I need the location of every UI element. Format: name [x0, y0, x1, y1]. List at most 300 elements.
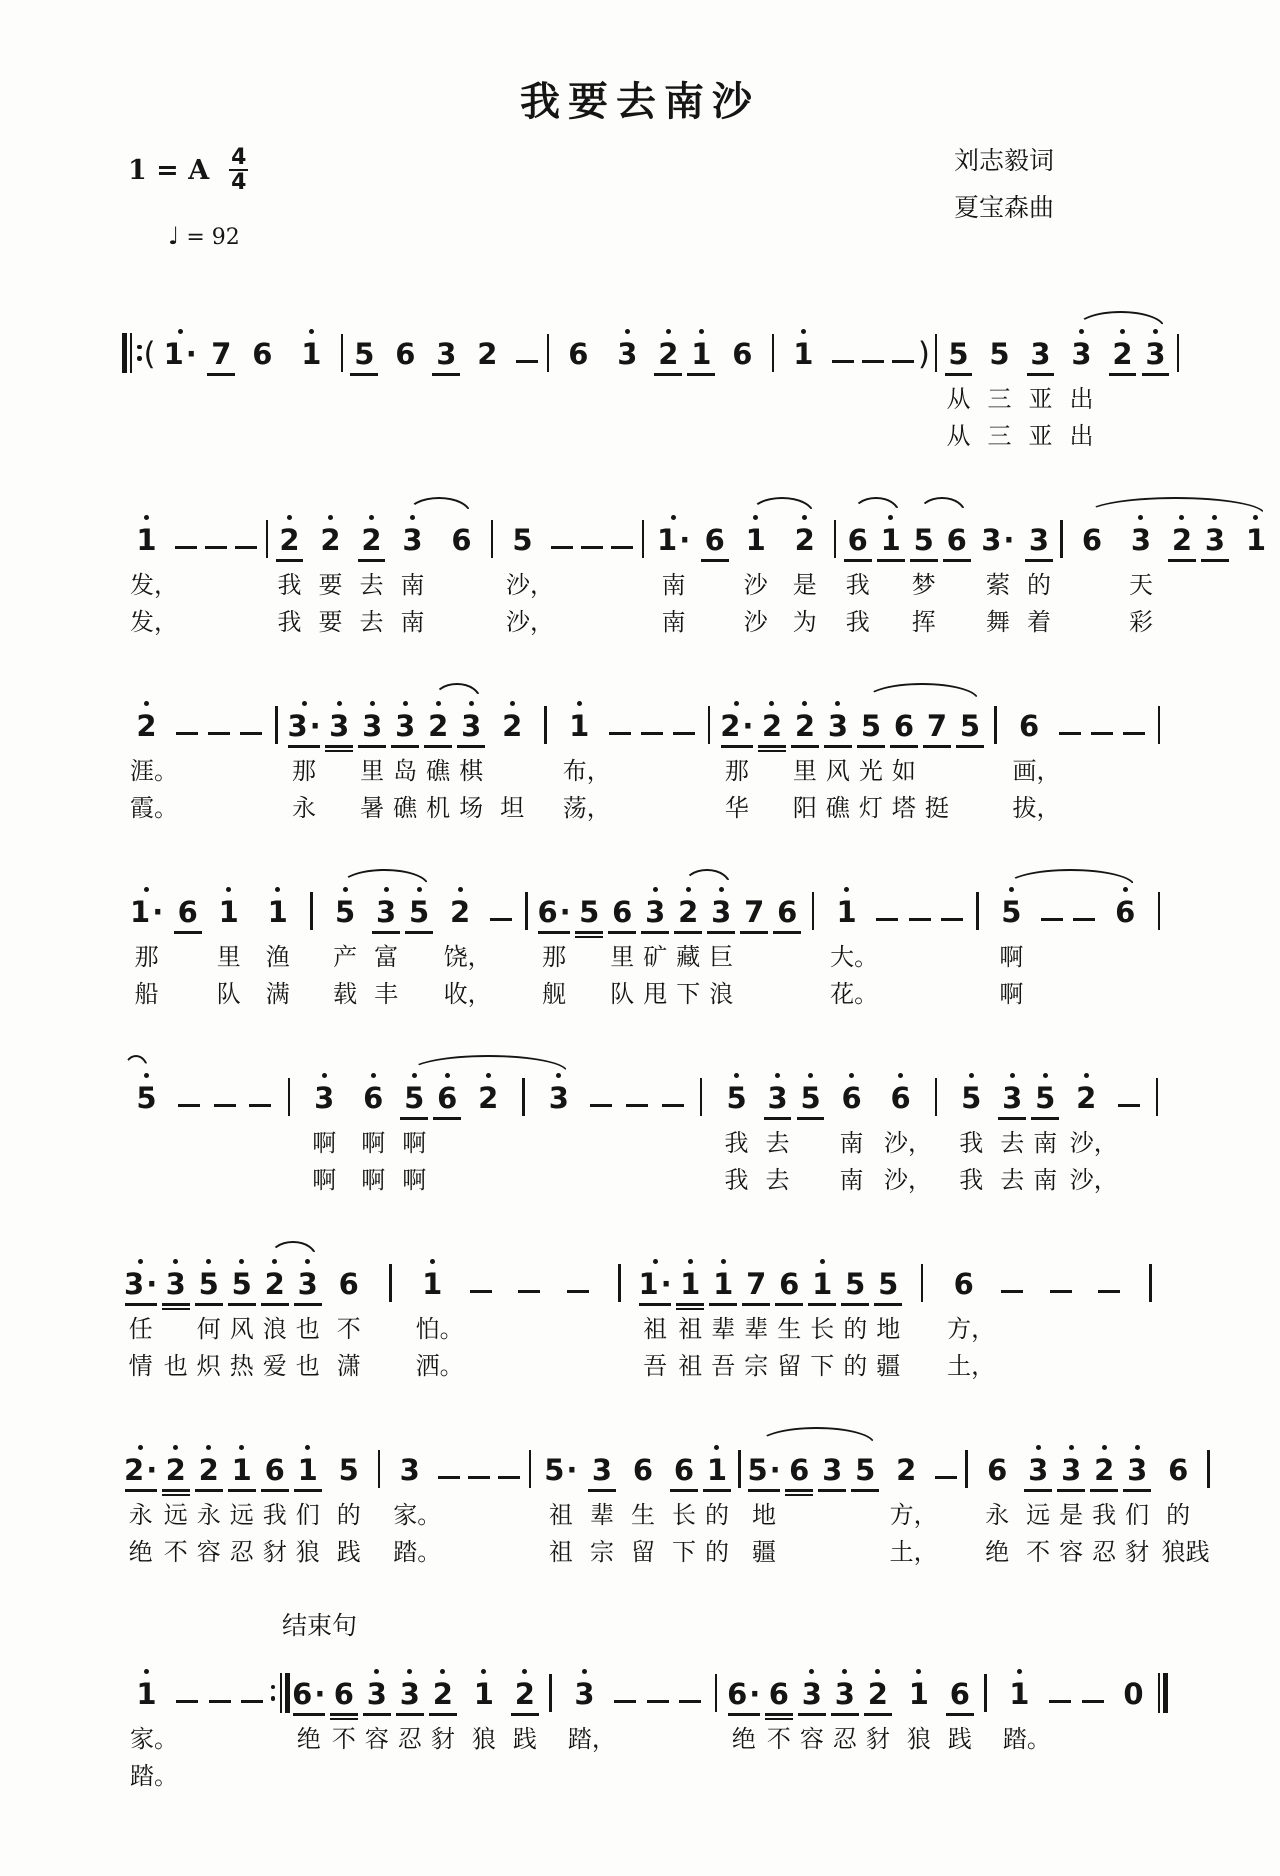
lyric-verse1 [1203, 1498, 1215, 1535]
note: 1 发， 发， [130, 510, 163, 642]
lyric-verse2 [575, 977, 604, 1014]
beam-underline [851, 1489, 879, 1492]
lyric-verse2: 洒。 [415, 1354, 464, 1380]
lyric-verse2 [700, 605, 729, 642]
note: 7 [740, 882, 769, 1014]
lyric-verse2 [130, 1163, 163, 1200]
lyric-verse2 [302, 977, 320, 1014]
lyric-verse1 [207, 382, 236, 419]
lyric-verse2: 啊 [999, 982, 1024, 1008]
note: 3 踏， [568, 1664, 601, 1796]
beam-underline [405, 931, 433, 934]
duration-dash [607, 510, 637, 642]
note: 5 [350, 324, 379, 456]
lyric-verse1: 永 [196, 1503, 221, 1529]
lyric-verse1 [1076, 1722, 1109, 1759]
lyric-verse1 [976, 1722, 995, 1759]
lyric-verse2 [818, 1535, 847, 1572]
octave-dot [458, 887, 463, 892]
octave-dot [275, 887, 280, 892]
lyric-verse2: 坦 [500, 796, 525, 822]
beam-underline [162, 1303, 190, 1306]
lyric-verse2 [619, 1163, 655, 1200]
duration-dash [577, 510, 607, 642]
beam-underline [588, 1489, 616, 1492]
lyric-verse1 [524, 1498, 536, 1535]
lyric-verse1 [1239, 568, 1272, 605]
lyric-verse2 [122, 419, 144, 456]
lyric-verse1: 踏， [567, 1727, 616, 1753]
lyric-verse1 [1037, 1312, 1085, 1349]
lyric-verse1: 啊 [402, 1131, 427, 1157]
octave-dot [410, 515, 415, 520]
beam-underline [608, 931, 636, 934]
octave-dot [1009, 887, 1014, 892]
repeat-start-barline [122, 324, 144, 456]
octave-dot [305, 1259, 310, 1264]
note: 3 出 出 [1065, 324, 1098, 456]
beam-underline [276, 559, 304, 562]
lyric-verse2: 沙， [506, 610, 554, 636]
beam-underline [721, 745, 753, 748]
lyric-verse2 [787, 419, 820, 456]
octave-dot [1079, 329, 1084, 334]
lyric-verse2 [876, 605, 905, 642]
duration-dash [609, 1664, 642, 1796]
lyric-verse2 [472, 1163, 505, 1200]
duration-dash [204, 1664, 237, 1796]
lyric-verse2: 忍 [229, 1540, 254, 1566]
duration-dash [207, 1068, 243, 1200]
lyric-verse1 [1200, 568, 1229, 605]
beam-underline [457, 745, 485, 748]
lyric-verse1 [457, 1312, 505, 1349]
duration-dash [505, 1254, 553, 1386]
barline [930, 324, 942, 456]
barline [961, 1440, 973, 1572]
lyric-verse1: 岛 [393, 759, 418, 785]
lyric-verse1 [925, 1126, 947, 1163]
lyric-verse2 [1037, 1349, 1085, 1386]
lyric-verse1 [609, 1722, 642, 1759]
beam-underline [707, 931, 735, 934]
note: 6 · 那 舰 [537, 882, 570, 1014]
lyric-verse2: 疆 [752, 1540, 777, 1566]
lyric-verse1: 忍 [397, 1727, 422, 1753]
lyric-verse1 [668, 754, 700, 791]
lyric-verse1 [1068, 940, 1100, 977]
lyric-verse2: 霞。 [130, 796, 178, 822]
lyric-verse1: 出 [1069, 387, 1094, 413]
lyric-verse1 [767, 382, 779, 419]
note: 5 [575, 882, 604, 1014]
beam-underline [429, 1713, 457, 1716]
lyric-verse2 [733, 1535, 745, 1572]
beam-underline [890, 745, 918, 748]
beam-underline [330, 1713, 358, 1716]
beam-underline [325, 745, 353, 748]
tempo-value: = 92 [186, 225, 240, 250]
note: 3 · 萦 舞 [981, 510, 1014, 642]
lyric-verse1 [602, 1312, 636, 1349]
lyric-verse2: 出 [1069, 424, 1094, 450]
note: 2 浪 爱 [260, 1254, 289, 1386]
note: 3 里 暑 [358, 696, 387, 828]
lyric-verse1 [173, 940, 202, 977]
lyric-verse1 [464, 1498, 494, 1535]
music-system [122, 308, 1168, 456]
lyric-verse1 [336, 382, 348, 419]
lyric-verse1: 家。 [393, 1503, 442, 1529]
lyric-verse2: 啊 [361, 1168, 386, 1194]
lyric-verse1 [267, 754, 285, 791]
note: 2 豺 [863, 1664, 892, 1796]
octave-dot [809, 1669, 814, 1674]
duration-dash [231, 510, 261, 642]
barline [513, 1068, 535, 1200]
lyric-verse1 [130, 1126, 163, 1163]
lyric-verse2 [1108, 419, 1137, 456]
lyric-verse1 [433, 1126, 462, 1163]
octave-dot [653, 887, 658, 892]
beam-underline [910, 559, 938, 562]
octave-dot [206, 1259, 211, 1264]
octave-dot [1253, 515, 1258, 520]
lyric-verse2 [607, 605, 637, 642]
lyric-verse1: 们 [295, 1503, 320, 1529]
octave-dot [969, 1073, 974, 1078]
barline [278, 1068, 300, 1200]
note: 5 产 载 [329, 882, 362, 1014]
note: 6 方， 土， [947, 1254, 980, 1386]
beam-underline [195, 1303, 223, 1306]
lyric-verse2 [278, 1163, 300, 1200]
lyric-verse1 [961, 1498, 973, 1535]
note: 6 的 狼践 [1162, 1440, 1195, 1572]
octave-dot [844, 887, 849, 892]
note: 1 们 狼 [293, 1440, 322, 1572]
lyric-verse1 [434, 1498, 464, 1535]
lyric-verse2 [164, 419, 197, 456]
lyric-verse2: 暑 [360, 796, 385, 822]
lyric-verse2: 宗 [589, 1540, 614, 1566]
lyric-verse1 [1054, 754, 1086, 791]
octave-dot [138, 1445, 143, 1450]
lyric-verse2 [988, 1349, 1036, 1386]
note: 1 狼 [902, 1664, 935, 1796]
lyric-verse2 [796, 1163, 825, 1200]
beam-underline [943, 559, 971, 562]
octave-dot [849, 1073, 854, 1078]
duration-dash [604, 696, 636, 828]
lyric-verse1 [690, 1126, 712, 1163]
music-line [122, 494, 1267, 642]
note: 7 辈 宗 [742, 1254, 771, 1386]
beam-underline [785, 1489, 813, 1492]
lyric-verse2: 拔， [1012, 796, 1061, 822]
note: 3 [1141, 324, 1170, 456]
note: 5 啊 啊 [400, 1068, 429, 1200]
lyric-verse1 [1044, 1722, 1077, 1759]
octave-dot [699, 329, 704, 334]
beam-underline [641, 931, 669, 934]
lyric-verse2: 浪 [709, 982, 734, 1008]
lyric-verse1 [922, 754, 951, 791]
beam-underline [765, 1713, 793, 1716]
note: 6 [173, 882, 202, 1014]
octave-dot [412, 1073, 417, 1078]
lyric-verse1: 我 [1092, 1503, 1117, 1529]
lyric-verse2 [1076, 1759, 1109, 1796]
lyric-verse1 [700, 568, 729, 605]
lyric-verse2 [542, 419, 554, 456]
lyric-verse2 [568, 1759, 601, 1796]
duration-dash [641, 1664, 674, 1796]
note: 6 我 豺 [260, 1440, 289, 1572]
lyric-verse2: 三 [987, 424, 1012, 450]
octave-dot [802, 515, 807, 520]
note: 3 也 [161, 1254, 190, 1386]
note: 2 · 永 绝 [124, 1440, 157, 1572]
lyric-verse1: 祖 [678, 1317, 703, 1343]
duration-dash [235, 696, 267, 828]
note: 6 不 [329, 1664, 358, 1796]
lyric-verse1: 饶， [443, 945, 492, 971]
lyric-verse1: 的 [336, 1503, 361, 1529]
note: 2 我 忍 [1090, 1440, 1119, 1572]
lyric-verse2 [1118, 791, 1150, 828]
note: 6 生 留 [775, 1254, 804, 1386]
note: 2 永 容 [194, 1440, 223, 1572]
barline [976, 1664, 995, 1796]
lyric-verse1: 远 [1026, 1503, 1051, 1529]
note: 6 [562, 324, 595, 456]
lyric-verse1: 沙， [1069, 1131, 1118, 1157]
lyric-verse1 [1117, 1722, 1150, 1759]
beam-underline [294, 1303, 322, 1306]
lyric-verse2 [207, 1163, 243, 1200]
octave-dot [888, 515, 893, 520]
barline [302, 882, 320, 1014]
lyric-verse1: 礁 [426, 759, 451, 785]
beam-underline [676, 1308, 704, 1311]
final-barline [1158, 1664, 1168, 1796]
lyric-verse1: 浪 [262, 1317, 287, 1343]
lyric-verse1: 大。 [830, 945, 879, 971]
lyric-verse2 [1150, 791, 1168, 828]
beam-underline [701, 559, 729, 562]
lyric-verse2 [830, 1759, 859, 1796]
lyric-verse2 [325, 791, 354, 828]
lyric-verse1 [295, 382, 328, 419]
lyric-verse1 [871, 940, 903, 977]
beam-underline [125, 1303, 157, 1306]
lyric-verse1: 布， [562, 759, 611, 785]
lyric-verse2 [767, 419, 779, 456]
note: 6 · 绝 [292, 1664, 325, 1796]
beam-underline [742, 1303, 770, 1306]
lyric-verse2: 去 [1000, 1168, 1025, 1194]
lyric-verse1 [1109, 940, 1142, 977]
note: 3 也 也 [293, 1254, 322, 1386]
lyric-verse1 [851, 1498, 880, 1535]
note: 3 棋 场 [457, 696, 486, 828]
lyric-verse2 [236, 1759, 269, 1796]
lyric-verse2 [434, 1535, 464, 1572]
note: 6 我 我 [843, 510, 872, 642]
lyric-verse1 [541, 1722, 560, 1759]
lyric-verse1 [494, 1498, 524, 1535]
slur-arc [865, 683, 978, 700]
lyric-verse2 [1239, 605, 1272, 642]
lyric-verse1: 风 [229, 1317, 254, 1343]
lyric-verse1: 践 [947, 1727, 972, 1753]
lyric-verse2: 彩 [1128, 610, 1153, 636]
octave-dot [371, 1073, 376, 1078]
octave-dot [688, 1259, 693, 1264]
octave-dot [510, 701, 515, 706]
octave-dot [714, 1445, 719, 1450]
note: 2 沙， 沙， [1070, 1068, 1103, 1200]
rest-note: 0 [1117, 1664, 1150, 1796]
lyric-verse1: 我 [845, 573, 870, 599]
beam-underline [765, 1718, 793, 1721]
slur-arc [758, 1427, 875, 1444]
lyric-verse1 [512, 382, 542, 419]
lyric-verse2: 挺 [924, 796, 949, 822]
lyric-verse2: 着 [1026, 610, 1051, 636]
lyric-verse1 [269, 1722, 291, 1759]
lyric-verse1: 远 [163, 1503, 188, 1529]
duration-dash [636, 696, 668, 828]
lyric-verse2 [1055, 605, 1067, 642]
lyric-verse1 [554, 1312, 602, 1349]
beam-underline [764, 1117, 792, 1120]
lyric-verse1 [485, 940, 517, 977]
note: 6 [1075, 510, 1108, 642]
lyric-verse1 [537, 754, 555, 791]
lyric-verse1: 长 [671, 1503, 696, 1529]
lyric-verse1: 的 [1026, 573, 1051, 599]
lyric-verse2: 我 [724, 1168, 749, 1194]
octave-dot [808, 1073, 813, 1078]
barline [690, 1068, 712, 1200]
note: 6 [1109, 882, 1142, 1014]
lyric-verse2 [467, 1759, 500, 1796]
lyric-verse1 [171, 1722, 204, 1759]
lyric-verse2 [668, 791, 700, 828]
barline [486, 510, 498, 642]
song-title: 我要去南沙 [520, 79, 760, 124]
octave-dot [144, 1669, 149, 1674]
octave-dot [226, 887, 231, 892]
lyric-verse2 [577, 605, 607, 642]
note: 6 沙， 沙， [884, 1068, 917, 1200]
lyric-verse2: 船 [134, 982, 159, 1008]
lyric-verse1: 不 [336, 1317, 361, 1343]
octave-dot [173, 1259, 178, 1264]
lyric-verse2 [1158, 1759, 1168, 1796]
lyric-verse2: 土， [947, 1354, 996, 1380]
note: 6 践 [945, 1664, 974, 1796]
section-label: 结束句 [282, 1613, 358, 1640]
octave-dot [272, 1259, 277, 1264]
lyric-verse2 [201, 605, 231, 642]
note: 1 踏。 [1003, 1664, 1036, 1796]
lyric-verse2 [373, 1535, 385, 1572]
octave-dot [1069, 1445, 1074, 1450]
lyric-verse1 [373, 1498, 385, 1535]
octave-dot [556, 1073, 561, 1078]
lyric-verse2 [851, 1535, 880, 1572]
beam-underline [670, 1489, 698, 1492]
lyric-verse2: 祖 [678, 1354, 703, 1380]
barline [267, 696, 285, 828]
octave-dot [1212, 515, 1217, 520]
slur-arc [409, 1055, 568, 1072]
lyricist-credit: 刘志毅词 [953, 148, 1054, 175]
beam-underline [125, 1489, 157, 1492]
lyric-verse2 [687, 419, 716, 456]
lyric-verse1 [496, 754, 529, 791]
lyric-verse2 [350, 419, 379, 456]
note: 3 忍 [395, 1664, 424, 1796]
octave-dot [384, 887, 389, 892]
octave-dot [144, 887, 149, 892]
octave-dot [369, 515, 374, 520]
lyric-verse1 [733, 1498, 745, 1535]
duration-dash [494, 1440, 524, 1572]
lyric-verse2: 我 [277, 610, 302, 636]
lyric-verse1: 南 [839, 1131, 864, 1157]
duration-dash [1036, 882, 1068, 1014]
lyric-verse2 [641, 1759, 674, 1796]
lyric-verse2 [510, 1759, 539, 1796]
lyric-verse2 [931, 1535, 961, 1572]
note: 3 啊 啊 [308, 1068, 341, 1200]
octave-dot [370, 701, 375, 706]
lyric-verse2 [1085, 1349, 1133, 1386]
octave-dot [144, 1073, 149, 1078]
note: 6 画， 拔， [1013, 696, 1046, 828]
note: 5 我 我 [955, 1068, 988, 1200]
lyric-verse2: 的 [704, 1540, 729, 1566]
lyric-verse1: 忍 [832, 1727, 857, 1753]
lyric-verse1 [804, 940, 822, 977]
lyric-verse1 [203, 754, 235, 791]
note: 1 [687, 324, 716, 456]
lyric-verse2 [554, 1349, 602, 1386]
lyric-verse1 [246, 382, 279, 419]
lyric-verse1: 祖 [548, 1503, 573, 1529]
lyric-verse2 [904, 977, 936, 1014]
lyric-verse1: 何 [196, 1317, 221, 1343]
octave-dot [343, 887, 348, 892]
lyric-verse1: 矿 [643, 945, 668, 971]
lyric-verse1 [517, 940, 535, 977]
lyric-verse2 [445, 605, 478, 642]
note: 3 · 任 情 [124, 1254, 157, 1386]
lyric-verse1: 也 [295, 1317, 320, 1343]
lyric-verse2: 豺 [262, 1540, 287, 1566]
beam-underline [350, 373, 378, 376]
lyric-verse1: 沙 [743, 573, 768, 599]
lyric-verse1 [583, 1126, 619, 1163]
lyric-verse1: 天 [1128, 573, 1153, 599]
note: 6 [773, 882, 802, 1014]
lyric-verse1 [1055, 568, 1067, 605]
lyric-verse2: 机 [426, 796, 451, 822]
